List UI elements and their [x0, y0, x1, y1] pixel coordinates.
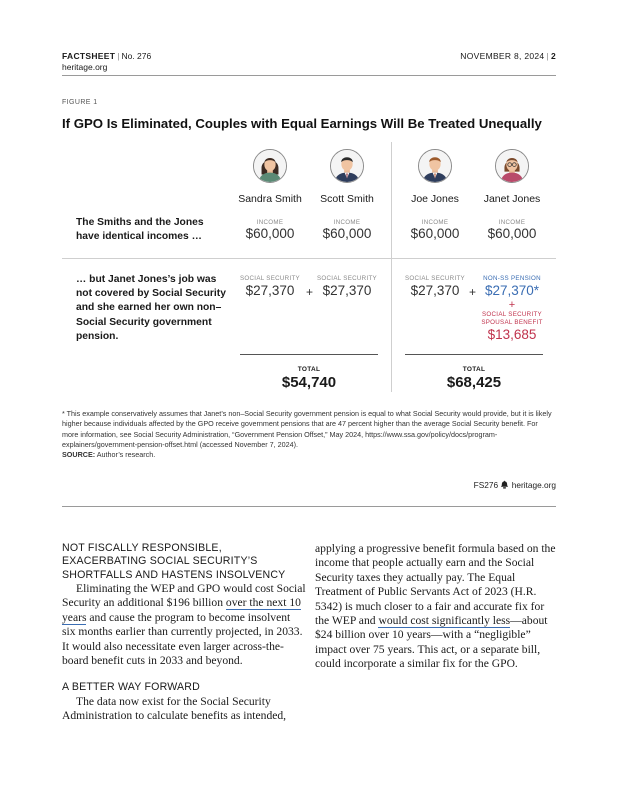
man-avatar-icon — [330, 149, 364, 183]
total-jones: $68,425 — [446, 374, 502, 391]
ss-value: $27,370 — [245, 283, 295, 298]
paragraph: The data now exist for the Social Security Administration to calculate benefits as intended, — [62, 694, 287, 723]
total-label: TOTAL — [297, 366, 321, 373]
total-rule — [405, 354, 543, 355]
income-value: $60,000 — [487, 226, 537, 241]
header-left: FACTSHEET | No. 276 heritage.org — [62, 51, 152, 72]
ss-caption: SOCIAL SECURITY — [240, 275, 300, 282]
person-name: Sandra Smith — [238, 193, 302, 205]
date-label: NOVEMBER 8, 2024 — [460, 51, 545, 61]
source-label: SOURCE: — [62, 450, 96, 460]
person-name: Janet Jones — [483, 193, 541, 205]
header-right: NOVEMBER 8, 2024 | 2 — [460, 51, 556, 61]
bell-logo-icon — [500, 480, 509, 491]
person-name: Joe Jones — [411, 193, 459, 205]
figure-title: If GPO Is Eliminated, Couples with Equal Earnings Will Be Treated Unequally — [62, 116, 542, 131]
ss-row-label: … but Janet Jones’s job was not covered by Social Security and she earned her own non–Social Security government pension. — [76, 274, 226, 342]
ss-caption: SOCIAL SECURITY — [405, 275, 465, 282]
tag-code: FS276 — [473, 480, 499, 490]
tag-site: heritage.org — [511, 480, 556, 490]
row-divider — [62, 258, 556, 259]
series-label: FACTSHEET — [62, 51, 116, 61]
issue-number: No. 276 — [121, 51, 152, 61]
spousal-caption: SOCIAL SECURITY — [482, 311, 542, 318]
man-avatar-icon — [418, 149, 452, 183]
paragraph: applying a progressive benefit formula based on the income that people actually earn and the Social Security taxes they actually pay. The Equal Treatment of Public Servants Act of 2023 (H.R. 5342) is much closer to a fair and accurate fix for the WEP and would cost significantly less—about $24 billion over 10 years—with a “negligible” impact over 75 years. This act, or a separate bill, could incorporate a similar fix for the GPO. — [315, 542, 556, 671]
total-label: TOTAL — [462, 366, 486, 373]
income-caption: INCOME — [498, 219, 526, 226]
section-heading: A BETTER WAY FORWARD — [62, 681, 201, 694]
source-text: Author’s research. — [96, 450, 156, 460]
ss-caption: SOCIAL SECURITY — [317, 275, 377, 282]
paragraph: Eliminating the WEP and GPO would cost Social Security an additional $196 billion over the next 10 years and cause the program to become insolvent six months earlier than currently projected, in 2033. It would also necessitate even larger across-the-board benefit cuts in 2033 and beyond. — [62, 581, 306, 667]
pension-value: $27,370* — [484, 283, 540, 298]
woman-glasses-avatar-icon — [495, 149, 529, 183]
income-caption: INCOME — [421, 219, 449, 226]
link-would-cost-significantly-less[interactable]: would cost significantly less — [378, 614, 511, 628]
income-caption: INCOME — [256, 219, 284, 226]
income-value: $60,000 — [245, 226, 295, 241]
figure-label: FIGURE 1 — [62, 99, 98, 106]
figure-tag — [474, 480, 556, 491]
income-row-label: The Smiths and the Jones have identical incomes … — [76, 217, 204, 243]
total-rule — [240, 354, 378, 355]
income-caption: INCOME — [333, 219, 361, 226]
plus-sign: + — [469, 285, 477, 299]
person-name: Scott Smith — [320, 193, 374, 205]
ss-value: $27,370 — [410, 283, 460, 298]
ss-value: $27,370 — [322, 283, 372, 298]
plus-sign: + — [306, 285, 314, 299]
spousal-value: $13,685 — [487, 327, 537, 342]
link-over-next-10-years[interactable]: over the next 10 years — [62, 596, 301, 624]
header-rule — [62, 75, 556, 76]
total-smith: $54,740 — [281, 374, 337, 391]
spousal-caption: SPOUSAL BENEFIT — [481, 319, 543, 326]
figure-bottom-rule — [62, 506, 556, 507]
left-column — [62, 542, 306, 723]
plus-sign: + — [508, 299, 516, 311]
site-label: heritage.org — [62, 62, 108, 72]
note-text: * This example conservatively assumes that Janet’s non–Social Security government pension is equal to what Social Security would provide, but it is likely higher because individuals affected by the GPO receive government pensions that are 47 percent higher than the average Social Security benefit. For more information, see Social Security Administration, “Government Pension Offset,” May 2024, https://www.ssa.gov/policy/docs/program-explainers/government-pension-offset.html (accessed November 7, 2024). — [62, 409, 552, 449]
page-number: 2 — [550, 51, 556, 61]
income-value: $60,000 — [410, 226, 460, 241]
pension-caption: NON-SS PENSION — [483, 275, 541, 282]
right-column — [315, 542, 558, 672]
section-heading: NOT FISCALLY RESPONSIBLE, EXACERBATING SOCIAL SECURITY’S SHORTFALLS AND HASTENS INSOLVENCY — [62, 542, 286, 581]
figure-note — [62, 409, 556, 460]
woman-avatar-icon — [253, 149, 287, 183]
column-divider — [391, 142, 392, 392]
income-value: $60,000 — [322, 226, 372, 241]
